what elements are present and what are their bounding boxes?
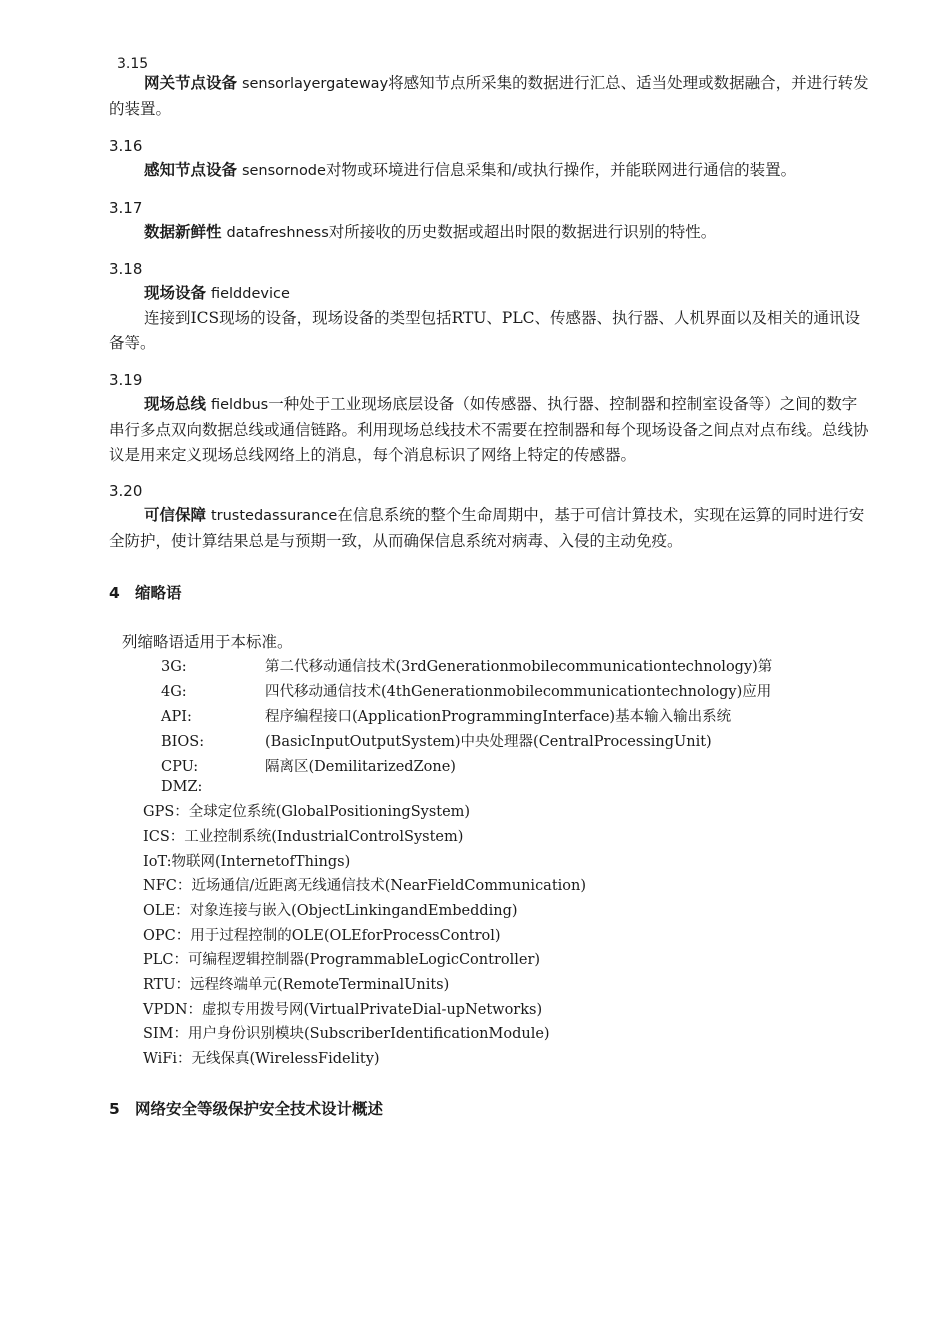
abbreviation-row [161,655,772,676]
entry-body [109,503,869,554]
entry-body [109,71,869,122]
entry-number: 3.19 [109,371,143,389]
abbreviation-text: 隔离区(DemilitarizedZone) [265,759,456,775]
entry-body [109,220,869,246]
abbreviation-text: (BasicInputOutputSystem)中央处理器(CentralProcessingUnit) [265,734,712,750]
entry-number: 3.16 [109,137,143,155]
section-heading [109,581,182,603]
abbreviation-code: 3G: [161,659,187,675]
abbreviation-item: SIM：用户身份识别模块(SubscriberIdentificationModule) [143,1026,550,1042]
abbreviation-item: RTU：远程终端单元(RemoteTerminalUnits) [143,977,450,993]
term-en: fieldbus [210,397,269,413]
section-number: 5 [109,1100,120,1118]
term-en: sensornode [241,163,326,179]
abbreviation-code: DMZ: [161,779,203,795]
term-definition: 对所接收的历史数据或超出时限的数据进行识别的特性。 [328,223,717,241]
abbreviation-item: OLE：对象连接与嵌入(ObjectLinkingandEmbedding) [143,903,518,919]
term-en: fielddevice [210,286,290,302]
entry-number: 3.20 [109,482,143,500]
abbreviation-code: 4G: [161,684,187,700]
abbreviation-text: 第二代移动通信技术(3rdGenerationmobilecommunicationtechnology)第 [265,659,773,675]
term-definition: 一种处于工业现场底层设备（如传感器、执行器、控制器和控制室设备等）之间的数字串行多点双向数据总线或通信链路。利用现场总线技术不需要在控制器和每个现场设备之间点对点布线。总线协议是用来定义现场总线网络上的消息，每个消息标识了网络上特定的传感器。 [109,395,869,464]
abbreviation-intro: 列缩略语适用于本标准。 [122,633,293,651]
section-title: 缩略语 [135,584,182,602]
term-zh: 网关节点设备 [144,74,238,92]
abbreviation-text: 程序编程接口(ApplicationProgrammingInterface)基本输入输出系统 [265,709,732,725]
abbreviation-row [161,705,731,726]
abbreviation-item: PLC：可编程逻辑控制器(ProgrammableLogicController) [143,952,541,968]
entry-number: 3.18 [109,260,143,278]
abbreviation-row [161,755,456,776]
term-definition: 连接到ICS现场的设备，现场设备的类型包括RTU、PLC、传感器、执行器、人机界面以及相关的通讯设备等。 [109,309,860,352]
term-definition: 对物或环境进行信息采集和/或执行操作，并能联网进行通信的装置。 [325,161,797,179]
entry-number: 3.15 [117,56,149,72]
abbreviation-item: OPC：用于过程控制的OLE(OLEforProcessControl) [143,928,501,944]
entry-body [109,392,869,468]
section-title: 网络安全等级保护安全技术设计概述 [135,1100,384,1118]
section-heading [109,1097,383,1119]
abbreviation-code: API: [161,709,192,725]
term-en: trustedassurance [210,508,338,524]
abbreviation-item: WiFi：无线保真(WirelessFidelity) [143,1051,380,1067]
term-en: datafreshness [226,225,329,241]
term-definition: 在信息系统的整个生命周期中，基于可信计算技术，实现在运算的同时进行安全防护，使计算结果总是与预期一致，从而确保信息系统对病毒、入侵的主动免疫。 [109,506,865,550]
term-en: sensorlayergateway [241,76,389,92]
term-zh: 感知节点设备 [144,161,238,179]
abbreviation-item: NFC：近场通信/近距离无线通信技术(NearFieldCommunication) [143,878,587,894]
term-definition: 将感知节点所采集的数据进行汇总、适当处理或数据融合，并进行转发的装置。 [109,74,869,118]
abbreviation-row [161,779,265,795]
abbreviation-text: 四代移动通信技术(4thGenerationmobilecommunicationtechnology)应用 [265,684,772,700]
entry-number: 3.17 [109,199,143,217]
term-zh: 可信保障 [144,506,207,524]
abbreviation-item: IoT:物联网(InternetofThings) [143,854,351,870]
term-zh: 数据新鲜性 [144,223,222,241]
abbreviation-row [161,680,771,701]
term-zh: 现场设备 [144,284,207,302]
abbreviation-code: CPU: [161,759,199,775]
abbreviation-row [161,730,712,751]
term-zh: 现场总线 [144,395,207,413]
entry-term [109,281,869,307]
abbreviation-item: GPS：全球定位系统(GlobalPositioningSystem) [143,804,471,820]
abbreviation-item: VPDN：虚拟专用拨号网(VirtualPrivateDial-upNetworks) [143,1002,543,1018]
abbreviation-item: ICS：工业控制系统(IndustrialControlSystem) [143,829,464,845]
section-number: 4 [109,584,120,602]
abbreviation-code: BIOS: [161,734,205,750]
entry-body [109,158,869,184]
